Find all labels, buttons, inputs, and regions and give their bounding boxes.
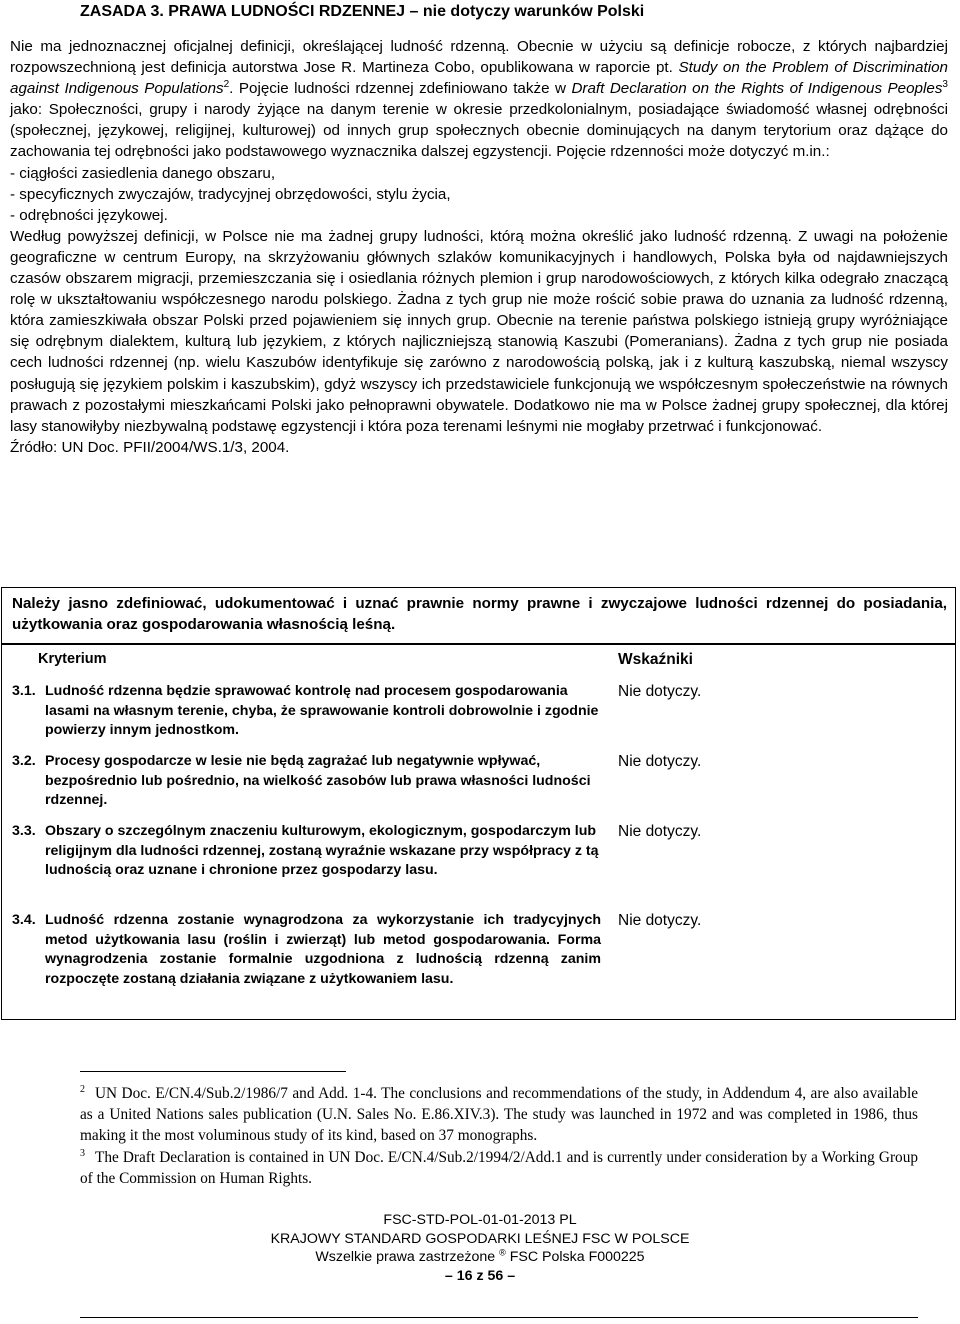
header-indicators: Wskaźniki — [618, 651, 693, 668]
footnote — [80, 1083, 918, 1147]
criterion-text: Obszary o szczególnym znaczeniu kulturowym, ekologicznym, gospodarczym lub religijnym dla ludności rdzennej, zostaną wyraźnie wskazane przy współpracy z tą ludnością oraz uznane i chronione przez gospodarzy lasu. — [45, 823, 599, 878]
rights-text: Wszelkie prawa zastrzeżone — [315, 1249, 496, 1266]
page-footer — [0, 1211, 960, 1285]
requirement-callout: Należy jasno zdefiniować, udokumentować i uznać prawnie normy prawne i zwyczajowe ludności rdzennej do posiadania, użytkowania oraz gospodarowania własnością leśną. — [1, 587, 956, 644]
footnote-text: The Draft Declaration is contained in UN Doc. E/CN.4/Sub.2/1994/2/Add.1 and is currently under consideration by a Working Group of the Commission on Human Rights. — [80, 1148, 918, 1187]
intro-text-c: jako: Społeczności, grupy i narody żyjące na danym terenie w okresie przedkolonialnym, posiadające świadomość własnej odrębności (społecznej, językowej, religijnej, kulturowej) od innych grup społecznych obecnie dominujących na danym terytorium oraz dążące do zachowania tej odrębności jako podstawowego wyznacznika dalszej egzystencji. Pojęcie rdzenności może dotyczyć m.in.: — [10, 101, 948, 161]
footnote-number: 3 — [80, 1147, 85, 1159]
footnote-text: UN Doc. E/CN.4/Sub.2/1986/7 and Add. 1-4. The conclusions and recommendations of the study, in Addendum 4, are also available as a United Nations sales publication (U.N. Sales No. E.86.XIV.3). The study was launched in 1972 and was completed in 1986, thus making it the most voluminous study of its kind, based on 37 monographs. — [80, 1085, 918, 1145]
criterion-text: Ludność rdzenna zostanie wynagrodzona za wykorzystanie ich tradycyjnych metod użytkowania lasu (roślin i zwierząt) lub metod gospodarowania. Forma wynagrodzenia zostanie formalnie uzgodniona z ludnością rdzenną zanim rozpoczęte zostaną działania związane z użytkowaniem lasu. — [45, 912, 601, 987]
criterion-number: 3.3. — [12, 823, 36, 839]
indicator-text: Nie dotyczy. — [618, 753, 702, 770]
intro-text-a: Nie ma jednoznacznej oficjalnej definicji, określającej ludność rdzenną. Obecnie w użyciu są definicje robocze, z których najbardziej rozpowszechnioną jest definicja autorstwa Jose R. Martineza Cobo, opublikowana w raporcie pt. — [10, 38, 948, 77]
footer-rights — [0, 1248, 960, 1267]
footer-standard: KRAJOWY STANDARD GOSPODARKI LEŚNEJ FSC W POLSCE — [270, 1230, 690, 1247]
criterion-number: 3.1. — [12, 683, 36, 699]
draft-declaration-title: Draft Declaration on the Rights of Indigenous Peoples — [571, 80, 943, 98]
intro-text-b: . Pojęcie ludności rdzennej zdefiniowano także w — [229, 80, 572, 98]
page-number: – 16 z 56 – — [444, 1267, 516, 1284]
footnotes — [80, 1083, 918, 1189]
criterion-text: Ludność rdzenna będzie sprawować kontrolę nad procesem gospodarowania lasami na własnym terenie, chyba, że sprawowanie kontroli dobrowolnie i zgodnie powierzy innym jednostkom. — [45, 683, 599, 738]
list-item: - ciągłości zasiedlenia danego obszaru, — [10, 164, 276, 182]
list-item: - odrębności językowej. — [10, 206, 168, 224]
registered-mark: ® — [499, 1247, 506, 1258]
criterion-number: 3.4. — [12, 912, 36, 928]
study-title: Study on the Problem of Discrimination against Indigenous Populations — [10, 59, 948, 98]
footnote-separator — [80, 1071, 346, 1072]
rights-holder: FSC Polska F000225 — [505, 1249, 645, 1266]
source-note: Źródło: UN Doc. PFII/2004/WS.1/3, 2004. — [10, 438, 290, 456]
footnote-ref-3: 3 — [942, 79, 948, 91]
indicator-text: Nie dotyczy. — [618, 912, 702, 929]
criteria-table — [1, 644, 956, 1020]
criterion-text: Procesy gospodarcze w lesie nie będą zagrażać lub negatywnie wpływać, bezpośrednio lub pośrednio, na wielkość zasobów lub prawa własności ludności rdzennej. — [45, 753, 591, 808]
intro-paragraph — [10, 36, 948, 163]
header-criterion: Kryterium — [38, 651, 107, 667]
page-heading: ZASADA 3. PRAWA LUDNOŚCI RDZENNEJ – nie dotyczy warunków Polski — [80, 3, 645, 20]
footnote-ref-2: 2 — [223, 79, 230, 91]
footer-code: FSC-STD-POL-01-01-2013 PL — [383, 1212, 577, 1228]
criterion-number: 3.2. — [12, 753, 36, 769]
indicator-text: Nie dotyczy. — [618, 823, 702, 840]
body-paragraph: Według powyższej definicji, w Polsce nie ma żadnej grupy ludności, którą można określić jako ludność rdzenną. Z uwagi na położenie geograficzne w centrum Europy, na skrzyżowaniu głównych szlaków komunikacyjnych i handlowych, Polska była od najdawniejszych czasów obszarem migracji, przemieszczania się i osiedlania różnych plemion i grup narodowościowych, z których kilka odegrało znaczącą rolę w ukształtowaniu współczesnego narodu polskiego. Żadna z tych grup nie może rościć sobie prawa do uznania za ludność rdzenną, która zamieszkiwała obszar Polski przed pojawieniem się innych grup. Obecnie na terenie państwa polskiego istnieją grupy wyróżniające się odrębnym dialektem, kulturą lub językiem, z których najliczniejszą stanowią Kaszubi (Pomeranians). Żadna z tych grup nie posiada cech ludności rdzennej (np. wielu Kaszubów identyfikuje się zarówno z narodowością polską, jak i z kulturą kaszubską, niemal wszyscy posługują się językiem polskim i kaszubskim), gdyż wszyscy ich przedstawiciele funkcjonują we współczesnym społeczeństwie na równych prawach z pozostałymi mieszkańcami Polski jako pełnoprawni obywatele. Dodatkowo nie ma w Polsce żadnej grupy społecznej, dla której lasy stanowiłyby niezbywalną podstawę egzystencji i która poza terenami leśnymi nie mogłaby przetrwać i funkcjonować. — [10, 227, 948, 435]
footnote-number: 2 — [80, 1083, 85, 1095]
list-item: - specyficznych zwyczajów, tradycyjnej obrzędowości, stylu życia, — [10, 185, 451, 203]
footnote — [80, 1147, 918, 1189]
indicator-text: Nie dotyczy. — [618, 683, 702, 700]
intro-section — [10, 36, 948, 458]
bottom-rule — [80, 1317, 918, 1318]
